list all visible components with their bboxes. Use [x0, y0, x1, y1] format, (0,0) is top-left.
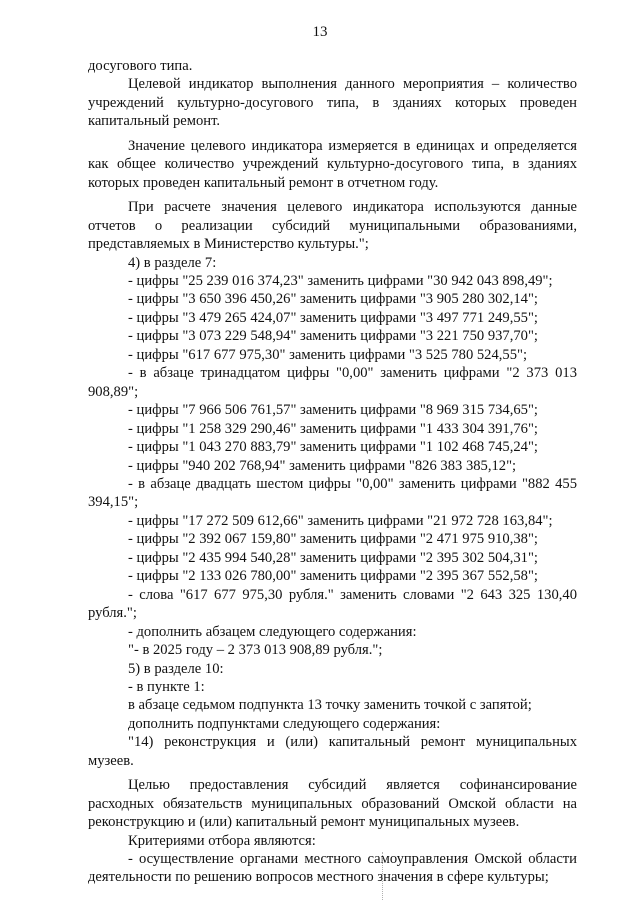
- paragraph-20: - цифры "2 133 026 780,00" заменить цифрами "2 395 367 552,58";: [128, 568, 538, 585]
- paragraph-13: - цифры "1 258 329 290,46" заменить цифрами "1 433 304 391,76";: [128, 420, 538, 437]
- document-body: [88, 57, 577, 887]
- paragraph-5: 4) в разделе 7:: [128, 254, 217, 271]
- paragraph-24: 5) в разделе 10:: [128, 660, 224, 677]
- paragraph-12: - цифры "7 966 506 761,57" заменить цифрами "8 969 315 734,65";: [128, 402, 538, 419]
- paragraph-6: - цифры "25 239 016 374,23" заменить цифрами "30 942 043 898,49";: [128, 272, 553, 289]
- paragraph-2: Целевой индикатор выполнения данного мероприятия – количество учреждений культурно-досугового типа, в зданиях которых проведен капитальный ремонт.: [88, 76, 577, 130]
- paragraph-28: "14) реконструкция и (или) капитальный ремонт муниципальных музеев.: [88, 734, 577, 769]
- paragraph-11: - в абзаце тринадцатом цифры "0,00" заменить цифрами "2 373 013 908,89";: [88, 365, 577, 400]
- paragraph-29: Целью предоставления субсидий является софинансирование расходных обязательств муниципальных образований Омской области на реконструкцию и (или) капитальный ремонт муниципальных музеев.: [88, 777, 577, 831]
- paragraph-23: "- в 2025 году – 2 373 013 908,89 рубля.";: [128, 642, 383, 659]
- paragraph-25: - в пункте 1:: [128, 678, 205, 695]
- paragraph-4: При расчете значения целевого индикатора используются данные отчетов о реализации субсидий муниципальными образованиями, представляемых в Министерство культуры.";: [88, 199, 577, 253]
- page-number: 13: [312, 24, 328, 40]
- paragraph-26: в абзаце седьмом подпункта 13 точку заменить точкой с запятой;: [128, 697, 532, 714]
- paragraph-31: - осуществление органами местного самоуправления Омской области деятельности по решению вопросов местного значения в сфере культуры;: [88, 851, 577, 886]
- paragraph-16: - в абзаце двадцать шестом цифры "0,00" заменить цифрами "882 455 394,15";: [88, 475, 577, 511]
- paragraph-3: Значение целевого индикатора измеряется в единицах и определяется как общее количество учреждений культурно-досугового типа, в зданиях которых проведен капитальный ремонт в отчетном году.: [88, 137, 577, 191]
- paragraph-15: - цифры "940 202 768,94" заменить цифрами "826 383 385,12";: [128, 457, 517, 474]
- paragraph-30: Критериями отбора являются:: [128, 832, 316, 849]
- paragraph-18: - цифры "2 392 067 159,80" заменить цифрами "2 471 975 910,38";: [128, 531, 538, 548]
- paragraph-22: - дополнить абзацем следующего содержания:: [128, 623, 417, 640]
- paragraph-21: - слова "617 677 975,30 рубля." заменить словами "2 643 325 130,40 рубля.";: [88, 586, 577, 622]
- paragraph-7: - цифры "3 650 396 450,26" заменить цифрами "3 905 280 302,14";: [128, 291, 538, 308]
- paragraph-9: - цифры "3 073 229 548,94" заменить цифрами "3 221 750 937,70";: [128, 328, 538, 345]
- paragraph-10: - цифры "617 677 975,30" заменить цифрами "3 525 780 524,55";: [128, 346, 528, 363]
- paragraph-17: - цифры "17 272 509 612,66" заменить цифрами "21 972 728 163,84";: [128, 512, 553, 529]
- paragraph-27: дополнить подпунктами следующего содержания:: [128, 715, 441, 732]
- paragraph-14: - цифры "1 043 270 883,79" заменить цифрами "1 102 468 745,24";: [128, 439, 538, 456]
- paragraph-8: - цифры "3 479 265 424,07" заменить цифрами "3 497 771 249,55";: [128, 309, 538, 326]
- paragraph-1: досугового типа.: [88, 58, 193, 74]
- scan-artifact-line: [382, 852, 384, 900]
- paragraph-19: - цифры "2 435 994 540,28" заменить цифрами "2 395 302 504,31";: [128, 549, 538, 566]
